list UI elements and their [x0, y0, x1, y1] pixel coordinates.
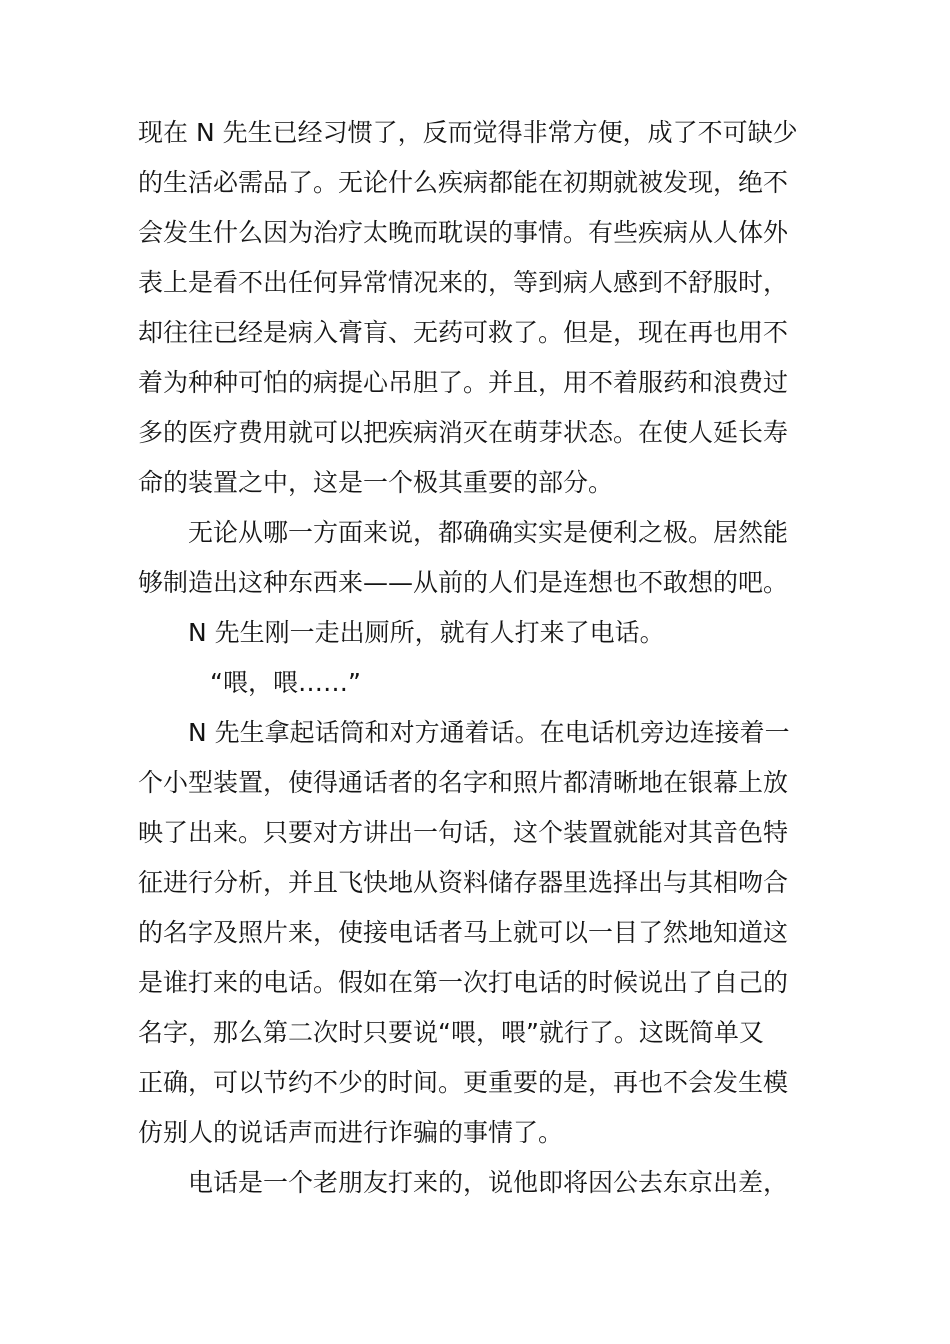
text-line: 映了出来。只要对方讲出一句话，这个装置就能对其音色特	[138, 818, 789, 847]
text-line: 是谁打来的电话。假如在第一次打电话的时候说出了自己的	[138, 968, 789, 997]
text-line: N 先生刚一走出厕所，就有人打来了电话。	[188, 618, 665, 647]
text-line: 电话是一个老朋友打来的，说他即将因公去东京出差，	[188, 1168, 789, 1197]
text-line: 的名字及照片来，使接电话者马上就可以一目了然地知道这	[138, 918, 789, 947]
text-line: 正确，可以节约不少的时间。更重要的是，再也不会发生模	[138, 1068, 789, 1097]
dialogue-line: “喂，喂……”	[210, 668, 361, 697]
text-line: N 先生拿起话筒和对方通着话。在电话机旁边连接着一	[188, 718, 790, 747]
text-line: 多的医疗费用就可以把疾病消灭在萌芽状态。在使人延长寿	[138, 418, 789, 447]
text-line: 征进行分析，并且飞快地从资料储存器里选择出与其相吻合	[138, 868, 789, 897]
text-line: 表上是看不出任何异常情况来的，等到病人感到不舒服时，	[138, 268, 789, 297]
text-line: 的生活必需品了。无论什么疾病都能在初期就被发现，绝不	[138, 168, 789, 197]
text-line: 会发生什么因为治疗太晚而耽误的事情。有些疾病从人体外	[138, 218, 789, 247]
text-line: 个小型装置，使得通话者的名字和照片都清晰地在银幕上放	[138, 768, 789, 797]
text-line: 现在 N 先生已经习惯了，反而觉得非常方便，成了不可缺少	[138, 118, 798, 147]
text-line: 命的装置之中，这是一个极其重要的部分。	[138, 468, 614, 497]
text-line: 够制造出这种东西来——从前的人们是连想也不敢想的吧。	[138, 568, 789, 597]
text-line: 着为种种可怕的病提心吊胆了。并且，用不着服药和浪费过	[138, 368, 789, 397]
text-line: 名字，那么第二次时只要说“喂，喂”就行了。这既简单又	[138, 1018, 764, 1047]
text-line: 无论从哪一方面来说，都确确实实是便利之极。居然能	[188, 518, 789, 547]
text-line: 却往往已经是病入膏肓、无药可救了。但是，现在再也用不	[138, 318, 789, 347]
text-line: 仿别人的说话声而进行诈骗的事情了。	[138, 1118, 564, 1147]
